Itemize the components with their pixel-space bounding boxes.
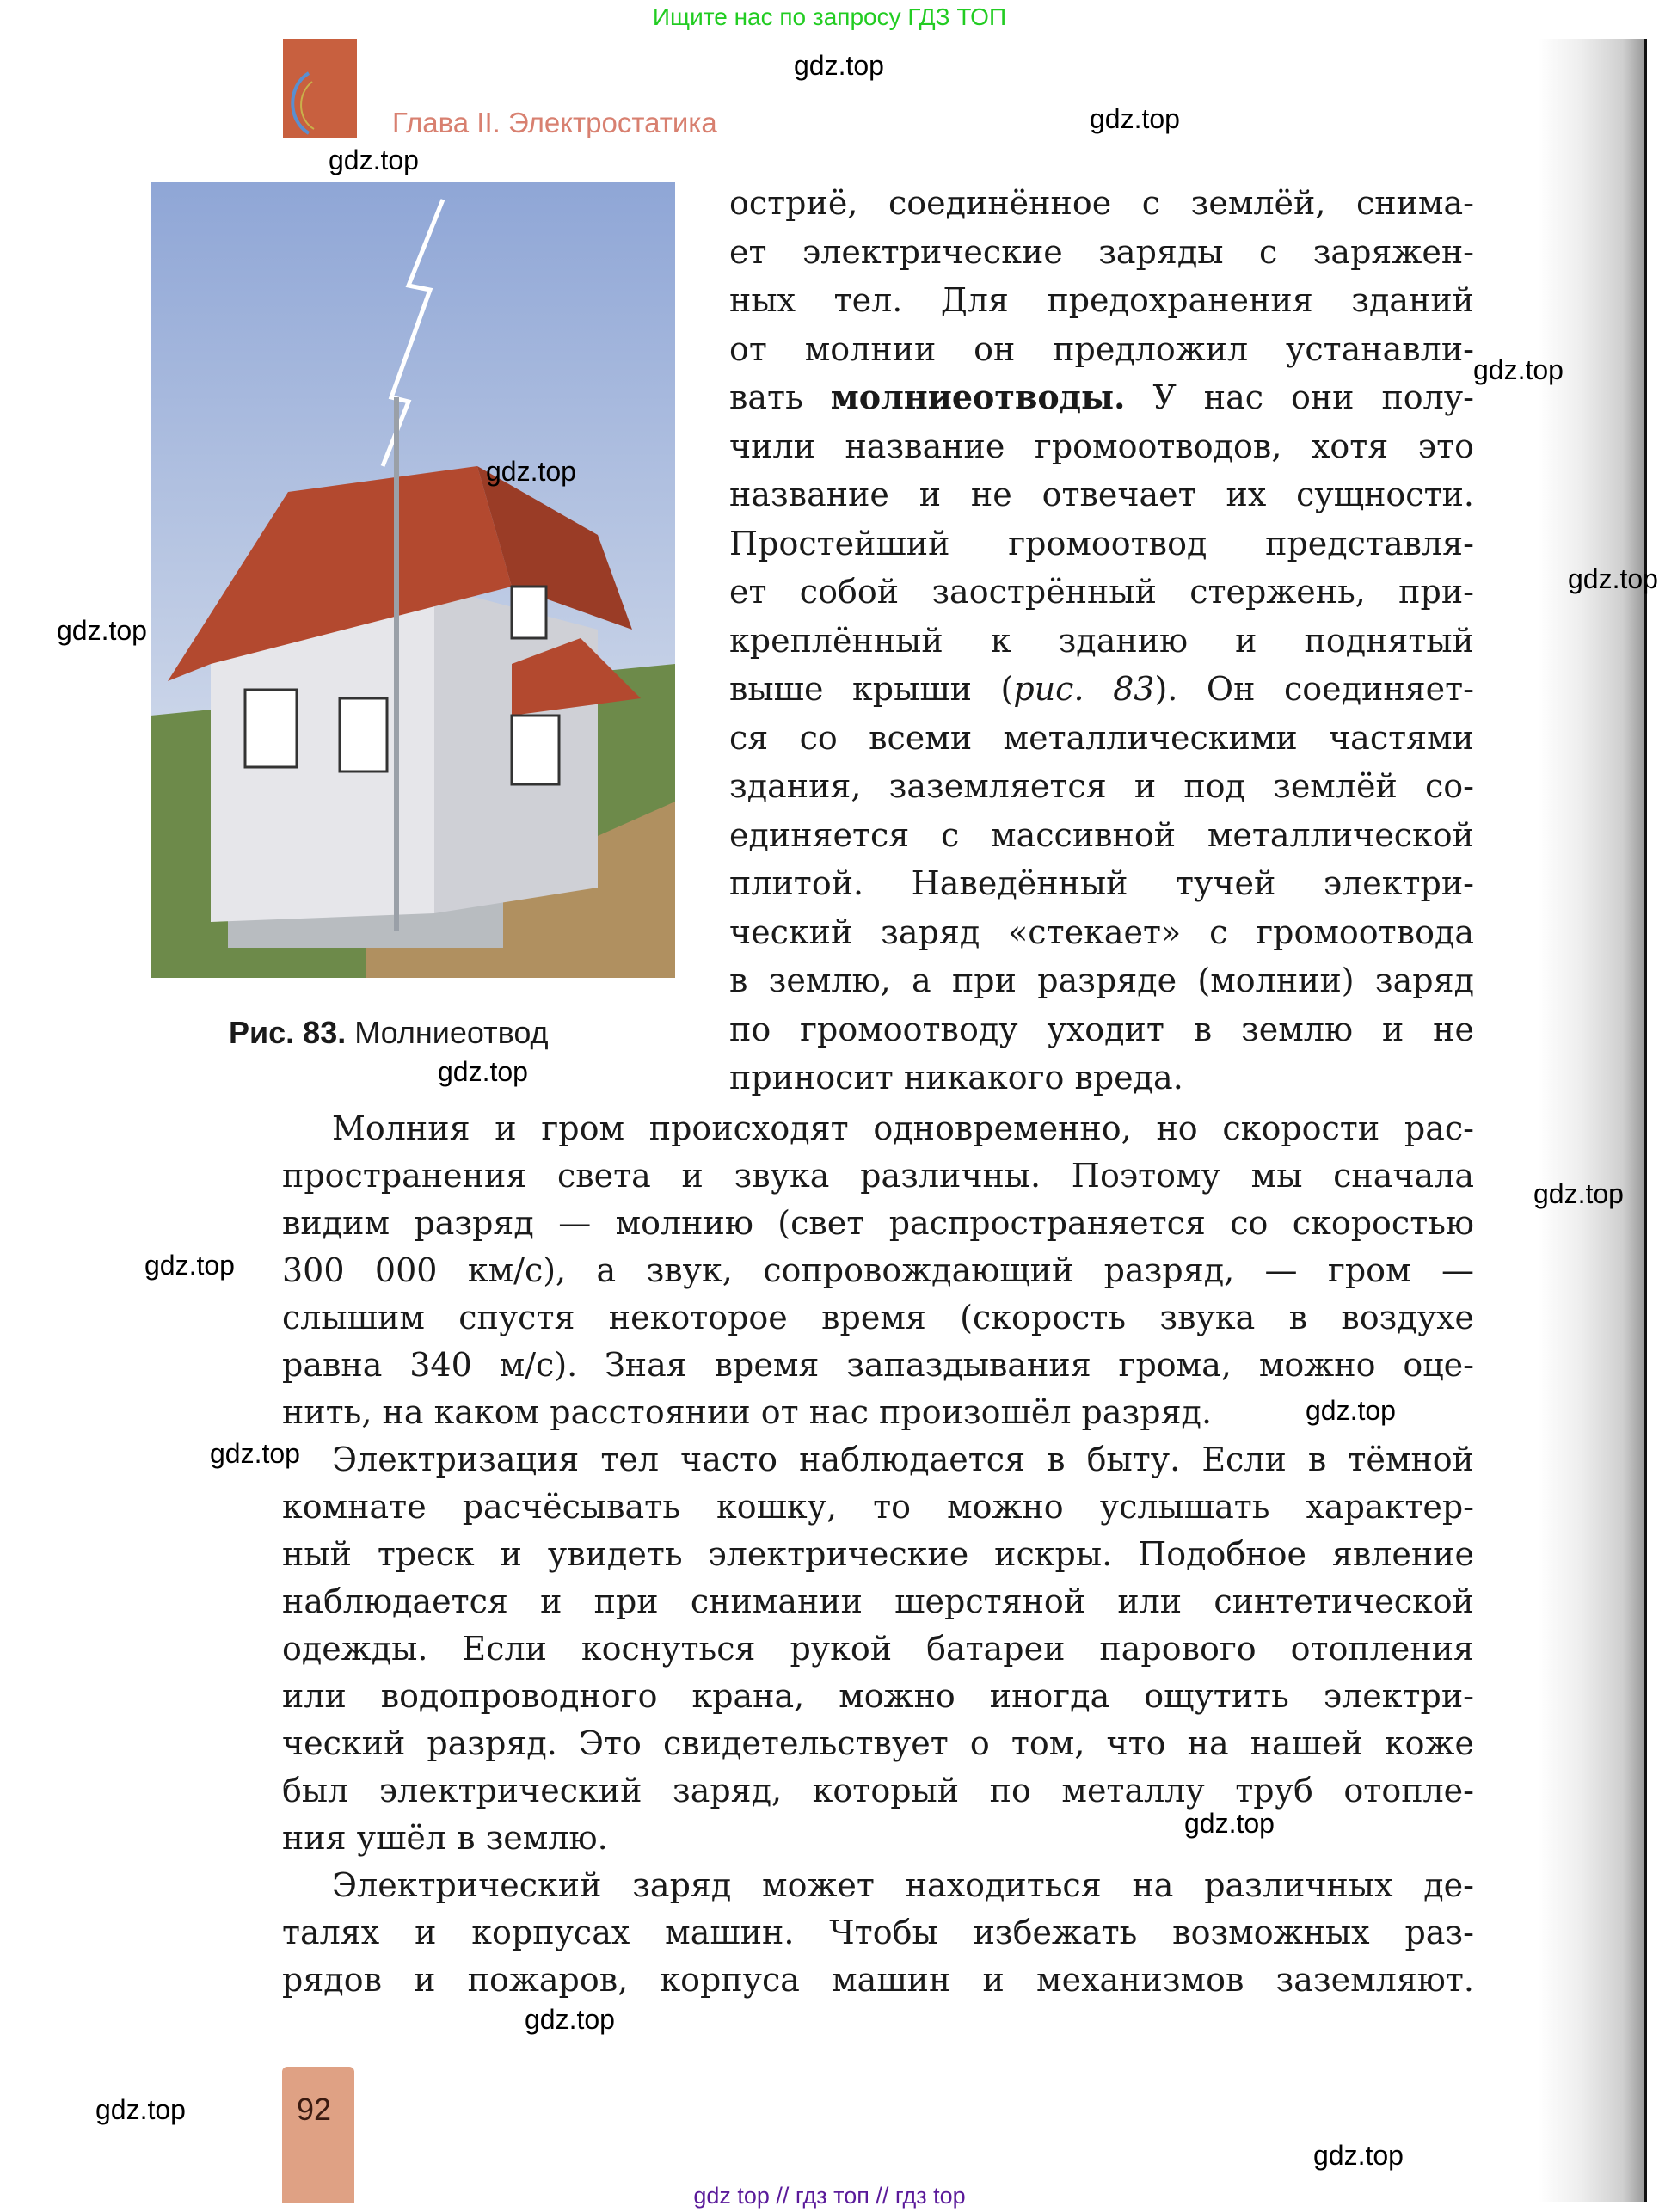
text-line (729, 1054, 1474, 1103)
text-segment: одежды. Если коснуться рукой батареи парового отопления (282, 1630, 1474, 1668)
text-segment: равна 340 м/с). Зная время запаздывания грома, можно оце- (282, 1346, 1474, 1384)
text-line (729, 179, 1474, 228)
text-segment: Электризация тел часто наблюдается в быту. Если в тёмной (332, 1441, 1474, 1478)
figure-caption (229, 1015, 549, 1051)
text-segment: талях и корпусах машин. Чтобы избежать возможных раз- (282, 1914, 1474, 1951)
text-line (729, 519, 1474, 568)
watermark: gdz.top (1090, 103, 1180, 134)
text-segment: ния ушёл в землю. (282, 1819, 608, 1857)
text-line (729, 422, 1474, 471)
text-line (282, 1342, 1474, 1389)
text-segment: чили название громоотводов, хотя это (729, 427, 1474, 465)
figure-label: Рис. 83. (229, 1015, 347, 1050)
text-line (282, 1815, 1474, 1862)
text-segment: пространения света и звука различны. Поэтому мы сначала (282, 1157, 1474, 1195)
text-segment: остриё, соединённое с землёй, снима- (729, 184, 1474, 222)
text-segment: комнате расчёсывать кошку, то можно услышать характер- (282, 1488, 1474, 1526)
text-segment: слышим спустя некоторое время (скорость звука в воздухе (282, 1299, 1474, 1336)
text-segment: единяется с массивной металлической (729, 815, 1474, 854)
text-line (729, 714, 1474, 763)
watermark: gdz.top (329, 144, 419, 175)
lightning-rod-figure (151, 182, 675, 978)
text-line (729, 617, 1474, 666)
text-line (282, 1247, 1474, 1294)
text-segment: был электрический заряд, который по металлу труб отопле- (282, 1772, 1474, 1810)
text-segment: вать (729, 378, 831, 416)
text-segment: У нас они полу- (1125, 378, 1474, 416)
page-number: 92 (297, 2092, 332, 2127)
text-line (729, 325, 1474, 374)
top-banner: Ищите нас по запросу ГДЗ ТОП (652, 3, 1007, 30)
text-line (282, 1862, 1474, 1909)
text-column-right (729, 179, 1474, 1103)
text-segment: ческий заряд «стекает» с громоотвода (729, 912, 1474, 951)
text-line (282, 1673, 1474, 1720)
text-segment: рядов и пожаров, корпуса машин и механизмов заземляют. (282, 1961, 1474, 1999)
text-line (729, 665, 1474, 714)
text-segment: плитой. Наведённый тучей электри- (729, 864, 1474, 902)
text-line (282, 1436, 1474, 1484)
text-segment: в землю, а при разряде (молнии) заряд (729, 962, 1474, 999)
watermark: gdz.top (57, 615, 147, 646)
text-line (729, 811, 1474, 860)
text-segment: ет собой заострённый стержень, при- (729, 573, 1474, 611)
watermark: gdz.top (1306, 1395, 1396, 1426)
text-line (282, 1484, 1474, 1531)
text-line (729, 762, 1474, 811)
text-body-full (282, 1105, 1474, 2004)
text-segment: по громоотводу уходит в землю и не (729, 1010, 1474, 1048)
text-line (282, 1200, 1474, 1247)
watermark: gdz.top (95, 2094, 186, 2125)
text-line (282, 1625, 1474, 1673)
text-segment: нить, на каком расстоянии от нас произошёл разряд. (282, 1393, 1213, 1431)
chapter-title: Глава II. Электростатика (392, 107, 717, 138)
page-edge-line (1644, 39, 1647, 2202)
text-segment: 300 000 км/с), а звук, сопровождающий разряд, — гром — (282, 1251, 1474, 1289)
text-line (282, 1294, 1474, 1342)
text-line (282, 1578, 1474, 1625)
text-segment: ный треск и увидеть электрические искры. Подобное явление (282, 1535, 1474, 1573)
text-segment: ных тел. Для предохранения зданий (729, 281, 1474, 319)
text-line (729, 276, 1474, 325)
text-segment: Простейший громоотвод представля- (729, 524, 1474, 562)
figure-reference: рис. 83 (1013, 670, 1155, 708)
text-line (729, 568, 1474, 617)
watermark: gdz.top (1533, 1178, 1624, 1209)
text-line (282, 1720, 1474, 1767)
watermark: gdz.top (210, 1438, 300, 1469)
text-segment: Электрический заряд может находиться на различных де- (332, 1866, 1474, 1904)
text-line (282, 1957, 1474, 2004)
text-line (729, 470, 1474, 519)
text-segment: ческий разряд. Это свидетельствует о том, что на нашей коже (282, 1724, 1474, 1762)
chapter-tab (283, 39, 357, 138)
text-line (729, 956, 1474, 1005)
text-segment: от молнии он предложил устанавли- (729, 329, 1474, 368)
figure-title: Молниеотвод (354, 1015, 549, 1050)
text-segment: Молния и гром происходят одновременно, но скорости рас- (332, 1109, 1474, 1147)
text-line (282, 1531, 1474, 1578)
text-segment: или водопроводного крана, можно иногда ощутить электри- (282, 1677, 1474, 1715)
bold-term: молниеотводы. (830, 378, 1126, 416)
bottom-banner: gdz top // гдз топ // гдз top (693, 2183, 966, 2209)
text-line (729, 373, 1474, 422)
watermark: gdz.top (525, 2004, 615, 2035)
text-segment: приносит никакого вреда. (729, 1059, 1183, 1097)
lightning-rod (394, 397, 399, 931)
text-segment: креплённый к зданию и поднятый (729, 621, 1474, 660)
watermark: gdz.top (144, 1250, 235, 1281)
watermark: gdz.top (1184, 1808, 1275, 1839)
text-segment: здания, заземляется и под землёй со- (729, 767, 1474, 805)
watermark: gdz.top (486, 456, 576, 487)
text-line (729, 1005, 1474, 1054)
watermark: gdz.top (438, 1056, 528, 1087)
text-segment: видим разряд — молнию (свет распространяется со скоростью (282, 1204, 1474, 1242)
text-line (282, 1389, 1474, 1436)
text-segment: наблюдается и при снимании шерстяной или синтетической (282, 1582, 1474, 1620)
text-line (282, 1767, 1474, 1815)
text-segment: ). Он соединяет- (1154, 670, 1474, 708)
text-line (729, 908, 1474, 957)
text-line (282, 1152, 1474, 1200)
watermark: gdz.top (794, 50, 884, 81)
watermark: gdz.top (1473, 354, 1564, 385)
text-segment: название и не отвечает их сущности. (729, 476, 1474, 513)
chapter-swirl-icon (283, 39, 357, 138)
text-line (282, 1105, 1474, 1152)
text-segment: ся со всеми металлическими частями (729, 718, 1474, 757)
watermark: gdz.top (1568, 563, 1658, 594)
text-line (729, 228, 1474, 277)
text-segment: ет электрические заряды с заряжен- (729, 232, 1474, 271)
watermark: gdz.top (1313, 2140, 1404, 2171)
text-line (729, 859, 1474, 908)
text-segment: выше крыши ( (729, 670, 1014, 708)
text-line (282, 1909, 1474, 1957)
